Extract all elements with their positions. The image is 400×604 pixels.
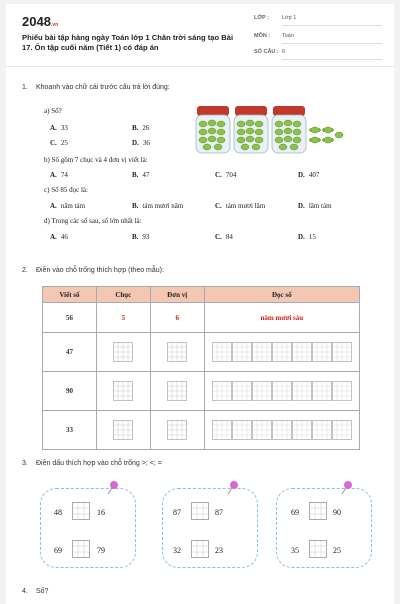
units-input-grid[interactable] — [150, 372, 204, 411]
cell-number: 47 — [43, 333, 97, 372]
compare-sign-box[interactable] — [72, 502, 90, 520]
compare-left-number: 48 — [54, 508, 62, 517]
q1-part-a-label: a) Số? — [44, 107, 62, 115]
tens-input-grid[interactable] — [96, 411, 150, 450]
col-don-vi: Đơn vị — [150, 287, 204, 303]
compare-sign-box[interactable] — [72, 540, 90, 558]
compare-sign-box[interactable] — [309, 540, 327, 558]
table-row — [43, 333, 360, 372]
q1a-option-d[interactable]: D. 36 — [132, 139, 150, 147]
table-row — [43, 372, 360, 411]
units-input-grid[interactable] — [150, 333, 204, 372]
tens-input-grid[interactable] — [96, 372, 150, 411]
q1b-option-d[interactable]: D. 407 — [298, 171, 320, 179]
compare-left-number: 87 — [173, 508, 181, 517]
compare-left-number: 69 — [291, 508, 299, 517]
site-logo[interactable]: 2048.vn — [22, 14, 59, 29]
cell-units: 6 — [150, 303, 204, 333]
tens-input-grid[interactable] — [96, 333, 150, 372]
q1c-option-c[interactable]: C. tám mươi lăm — [215, 202, 266, 210]
cell-number: 90 — [43, 372, 97, 411]
candy-jar-icon — [234, 106, 268, 153]
candy-jar-icon — [272, 106, 306, 153]
candy-icon — [309, 127, 343, 143]
candy-jar-icon — [196, 106, 230, 153]
worksheet-title: Phiếu bài tập hàng ngày Toán lớp 1 Chân trời sáng tạo Bài 17. Ôn tập cuối năm (Tiết 1) có đáp án — [22, 33, 234, 52]
pushpin-icon — [340, 480, 354, 496]
worksheet-header: 2048.vn Phiếu bài tập hàng ngày Toán lớp 1 Chân trời sáng tạo Bài 17. Ôn tập cuối năm (Tiết 1) có đáp án LỚP : Lớp 1 MÔN : Toán SỐ CÂU : 6 — [6, 4, 394, 67]
q1a-option-b[interactable]: B. 26 — [132, 124, 150, 132]
cell-number: 33 — [43, 411, 97, 450]
q1a-option-a[interactable]: A. 33 — [50, 124, 68, 132]
compare-right-number: 23 — [215, 546, 223, 555]
worksheet-page: 2048.vn Phiếu bài tập hàng ngày Toán lớp 1 Chân trời sáng tạo Bài 17. Ôn tập cuối năm (Tiết 1) có đáp án LỚP : Lớp 1 MÔN : Toán SỐ CÂU : 6 1. Khoanh vào chữ cái trước câu trả lời đúng: a) Số? A. 33 B. 26 C. 25 D. 36 b) Số gồm 7 chục và 4 đơn vị viết là: A. 74 B. 47 C. 704 D. 407 c) Số 85 đọc là: A. năm tám B. tám mươi năm C. tám mươi lăm D. lăm tám d) Trong các số sau, số lớn nhất là: A. 46 B. 93 C. 84 D. 15 2. Điền vào chỗ trống thích hợp (theo mẫu): Viết số Chục Đơn vị Đọc số 56 5 6 năm mươi sáu 47 90 33 3. Điền dấu thích hợp vào chỗ trống >; <; = 48 16 69 79 87 87 32 23 69 90 35 25 4. Số? — [6, 4, 394, 604]
reading-input-grid[interactable] — [204, 333, 359, 372]
compare-right-number: 87 — [215, 508, 223, 517]
q1d-option-c[interactable]: C. 84 — [215, 233, 233, 241]
table-header-row — [43, 287, 360, 303]
compare-sign-box[interactable] — [191, 502, 209, 520]
q1a-option-c[interactable]: C. 25 — [50, 139, 68, 147]
reading-input-grid[interactable] — [204, 372, 359, 411]
q1b-option-c[interactable]: C. 704 — [215, 171, 237, 179]
table-row — [43, 303, 360, 333]
q1d-option-d[interactable]: D. 15 — [298, 233, 316, 241]
place-value-table — [42, 286, 360, 450]
compare-left-number: 32 — [173, 546, 181, 555]
reading-input-grid[interactable] — [204, 411, 359, 450]
compare-group-3 — [276, 488, 372, 568]
compare-sign-box[interactable] — [309, 502, 327, 520]
col-doc-so: Đọc số — [204, 287, 359, 303]
q1c-option-d[interactable]: D. lăm tám — [298, 202, 332, 210]
q1-part-b-label: b) Số gồm 7 chục và 4 đơn vị viết là: — [44, 156, 148, 164]
compare-sign-box[interactable] — [191, 540, 209, 558]
q1b-option-a[interactable]: A. 74 — [50, 171, 68, 179]
col-chuc: Chục — [96, 287, 150, 303]
cell-tens: 5 — [96, 303, 150, 333]
q1c-option-a[interactable]: A. năm tám — [50, 202, 86, 210]
compare-group-1 — [40, 488, 136, 568]
table-row — [43, 411, 360, 450]
compare-right-number: 16 — [97, 508, 105, 517]
q1d-option-b[interactable]: B. 93 — [132, 233, 150, 241]
q1-part-d-label: d) Trong các số sau, số lớn nhất là: — [44, 217, 142, 225]
compare-left-number: 35 — [291, 546, 299, 555]
col-viet-so: Viết số — [43, 287, 97, 303]
cell-reading: năm mươi sáu — [204, 303, 359, 333]
compare-right-number: 25 — [333, 546, 341, 555]
compare-left-number: 69 — [54, 546, 62, 555]
q1c-option-b[interactable]: B. tám mươi năm — [132, 202, 184, 210]
q1b-option-b[interactable]: B. 47 — [132, 171, 150, 179]
cell-number: 56 — [43, 303, 97, 333]
candy-jars-illustration — [194, 104, 344, 156]
q1d-option-a[interactable]: A. 46 — [50, 233, 68, 241]
compare-group-2 — [162, 488, 258, 568]
pushpin-icon — [226, 480, 240, 496]
pushpin-icon — [106, 480, 120, 496]
compare-right-number: 90 — [333, 508, 341, 517]
q1-part-c-label: c) Số 85 đọc là: — [44, 186, 88, 194]
units-input-grid[interactable] — [150, 411, 204, 450]
compare-right-number: 79 — [97, 546, 105, 555]
